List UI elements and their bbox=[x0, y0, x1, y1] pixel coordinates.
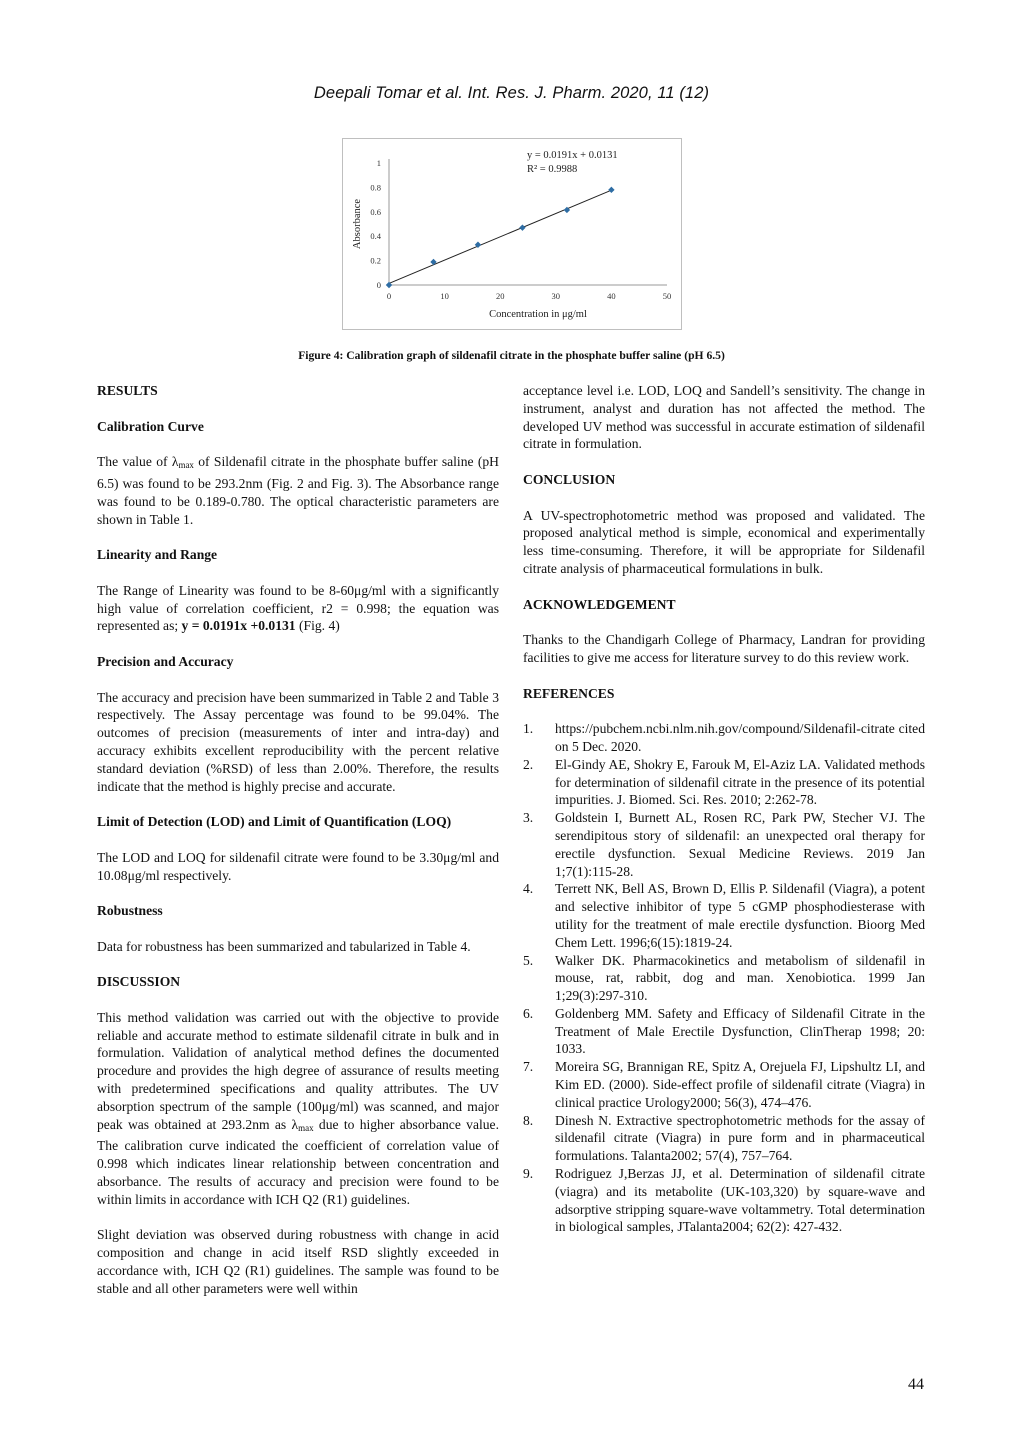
reference-item bbox=[523, 1058, 925, 1111]
chart-svg bbox=[343, 139, 681, 329]
figure-caption: Figure 4: Calibration graph of sildenafil citrate in the phosphate buffer saline (pH 6.5) bbox=[298, 349, 725, 362]
ref-text: El-Gindy AE, Shokry E, Farouk M, El-Aziz LA. Validated methods for determination of sildenafil citrate in the presence of its potential impurities. J. Biomed. Sci. Res. 2010; 2:262-78. bbox=[555, 756, 925, 808]
x-tick-label: 40 bbox=[607, 291, 616, 301]
ref-num: 7. bbox=[523, 1059, 534, 1075]
reference-list bbox=[523, 720, 925, 1236]
reference-item bbox=[523, 1165, 925, 1236]
discussion-text-b: due to higher absorbance value. The calibration curve indicated the coefficient of correlation value of 0.998 which indicates linear relationship between concentration and absorbance. The results of accuracy and precision were found to be within limits in accordance with ICH Q2 (R1) guidelines. bbox=[97, 1116, 499, 1207]
ref-num: 4. bbox=[523, 881, 534, 897]
continued-paragraph: acceptance level i.e. LOD, LOQ and Sandell’s sensitivity. The change in instrument, analyst and duration has not affected the method. The developed UV method was successful in accurate estimation of sildenafil citrate in formulation. bbox=[523, 383, 925, 452]
reference-item bbox=[523, 1005, 925, 1058]
trendline bbox=[389, 190, 611, 283]
equation-label: y = 0.0191x + 0.0131 bbox=[527, 150, 618, 161]
robustness-paragraph: Data for robustness has been summarized and tabularized in Table 4. bbox=[97, 938, 471, 954]
lod-heading: Limit of Detection (LOD) and Limit of Quantification (LOQ) bbox=[97, 814, 452, 830]
reference-item bbox=[523, 1112, 925, 1165]
calibration-heading: Calibration Curve bbox=[97, 418, 204, 434]
x-tick-label: 0 bbox=[386, 291, 392, 301]
calib-text-a: The value of λ bbox=[97, 454, 179, 470]
running-header: Deepali Tomar et al. Int. Res. J. Pharm. 2020, 11 (12) bbox=[313, 84, 710, 102]
calibration-chart bbox=[342, 138, 682, 330]
r2-label: R² = 0.9988 bbox=[527, 164, 578, 175]
x-tick-label: 10 bbox=[440, 291, 449, 301]
precision-paragraph: The accuracy and precision have been summarized in Table 2 and Table 3 respectively. The Assay percentage was found to be 99.04%. The outcomes of precision (measurements of inter and intra-day) and accuracy exhibits excellent reproducibility with the percent relative standard deviation (%RSD) of less than 2.00%. Therefore, the results indicate that the method is highly precise and accurate. bbox=[97, 689, 499, 794]
ref-text: Rodriguez J,Berzas JJ, et al. Determination of sildenafil citrate (viagra) and its metabolite (UK-103,320) by square-wave and adsorptive stripping square-wave voltammetry. Total determination in biological samples, JTalanta2004; 62(2): 427-432. bbox=[555, 1166, 925, 1235]
ref-num: 1. bbox=[523, 721, 534, 737]
conclusion-paragraph: A UV-spectrophotometric method was proposed and validated. The proposed analytical method is simple, economical and experimentally less time-consuming. Therefore, it will be appropriate for Sildenafil citrate analysis of pharmaceutical formulations in bulk. bbox=[523, 507, 925, 576]
left-column bbox=[97, 382, 499, 1315]
reference-item bbox=[523, 809, 925, 880]
y-tick-label: 0.2 bbox=[370, 255, 381, 266]
lod-paragraph: The LOD and LOQ for sildenafil citrate were found to be 3.30μg/ml and 10.08μg/ml respectively. bbox=[97, 849, 499, 883]
y-tick-label: 0.6 bbox=[370, 206, 381, 217]
linearity-heading: Linearity and Range bbox=[97, 547, 218, 563]
precision-heading: Precision and Accuracy bbox=[97, 653, 234, 669]
ref-text: Dinesh N. Extractive spectrophotometric methods for the assay of sildenafil citrate (Viagra) in pure form and in pharmaceutical formulations. Talanta2002; 57(4), 757–764. bbox=[555, 1112, 925, 1164]
reference-item bbox=[523, 720, 925, 756]
ref-text: Goldstein I, Burnett AL, Rosen RC, Park PW, Stecher VJ. The serendipitous story of sildenafil: an unexpected oral therapy for erectile dysfunction. Sexual Medicine Reviews. 2019 Jan 1;7(1):115-28. bbox=[555, 810, 925, 879]
ref-num: 5. bbox=[523, 952, 534, 968]
robustness-heading: Robustness bbox=[97, 903, 163, 919]
linearity-text-b: (Fig. 4) bbox=[295, 618, 340, 634]
reference-item bbox=[523, 756, 925, 809]
ref-text: https://pubchem.ncbi.nlm.nih.gov/compound/Sildenafil-citrate cited on 5 Dec. 2020. bbox=[555, 721, 925, 754]
ref-num: 2. bbox=[523, 756, 534, 772]
acknowledgement-heading: ACKNOWLEDGEMENT bbox=[523, 596, 676, 612]
ref-text: Walker DK. Pharmacokinetics and metabolism of sildenafil in mouse, rat, rabbit, dog and man. Xenobiotica. 1999 Jan 1;29(3):297-310. bbox=[555, 952, 925, 1004]
discussion-heading: DISCUSSION bbox=[97, 974, 181, 990]
ref-text: Terrett NK, Bell AS, Brown D, Ellis P. Sildenafil (Viagra), a potent and selective inhibitor of type 5 cGMP phosphodiesterase with utility for the treatment of male erectile dysfunction. Bioorg Med Chem Lett. 1996;6(15):1819-24. bbox=[555, 881, 925, 950]
linearity-text-a: The Range of Linearity was found to be 8-60μg/ml with a significantly high value of correlation coefficient, r2 = 0.998; the equation was represented as; bbox=[97, 582, 499, 634]
conclusion-heading: CONCLUSION bbox=[523, 471, 616, 487]
linearity-paragraph bbox=[97, 582, 499, 635]
ref-num: 8. bbox=[523, 1112, 534, 1128]
data-point bbox=[519, 224, 525, 230]
ref-num: 3. bbox=[523, 810, 534, 826]
ref-text: Goldenberg MM. Safety and Efficacy of Sildenafil Citrate in the Treatment of Male Erectile Dysfunction, ClinTherap 1998; 20: 1033. bbox=[555, 1005, 925, 1057]
x-axis-title: Concentration in μg/ml bbox=[489, 309, 587, 320]
reference-item bbox=[523, 952, 925, 1005]
discussion-paragraph-2: Slight deviation was observed during robustness with change in acid composition and change in acid itself RSD slightly exceeded in accordance with, ICH Q2 (R1) guidelines. The sample was found to be stable and all other parameters were well within bbox=[97, 1227, 499, 1296]
x-tick-label: 50 bbox=[662, 291, 672, 301]
calibration-paragraph bbox=[97, 453, 499, 528]
lambda-sub: max bbox=[178, 460, 194, 471]
results-heading: RESULTS bbox=[97, 383, 158, 398]
calib-text-b: of Sildenafil citrate in the phosphate buffer saline (pH 6.5) was found to be 293.2nm (Fig. 2 and Fig. 3). The Absorbance range was found to be 0.189-0.780. The optical characteristic parameters are shown in Table 1. bbox=[97, 454, 499, 527]
y-tick-label: 1 bbox=[376, 158, 381, 168]
acknowledgement-paragraph: Thanks to the Chandigarh College of Pharmacy, Landran for providing facilities to give me access for literature survey to do this review work. bbox=[523, 632, 925, 665]
discussion-paragraph bbox=[97, 1009, 499, 1209]
x-tick-label: 30 bbox=[551, 291, 561, 301]
lambda-sub-2: max bbox=[298, 1122, 314, 1133]
data-point bbox=[608, 187, 614, 193]
y-axis-title: Absorbance bbox=[352, 198, 363, 250]
page-number: 44 bbox=[908, 1376, 924, 1393]
y-tick-label: 0.4 bbox=[370, 231, 381, 242]
ref-text: Moreira SG, Brannigan RE, Spitz A, Orejuela FJ, Lipshultz LI, and Kim ED. (2000). Side-effect profile of sildenafil citrate (Viagra) in clinical practice Urology2000; 56(3), 474–476. bbox=[555, 1059, 925, 1110]
reference-item bbox=[523, 880, 925, 951]
discussion-text-a: This method validation was carried out with the objective to provide reliable and accurate method to estimate sildenafil citrate in bulk and in formulation. Validation of analytical method defines the documented procedure and provides the high degree of assurance of results meeting with predetermined specifications and quality attributes. The UV absorption spectrum of the sample (100μg/ml) was scanned, and major peak was obtained at 293.2nm as λ bbox=[97, 1009, 499, 1132]
right-column bbox=[523, 382, 925, 1236]
ref-num: 9. bbox=[523, 1166, 534, 1182]
x-tick-label: 20 bbox=[495, 291, 505, 301]
y-tick-label: 0 bbox=[376, 280, 381, 290]
linearity-equation: y = 0.0191x +0.0131 bbox=[181, 618, 296, 634]
ref-num: 6. bbox=[523, 1005, 534, 1021]
y-tick-label: 0.8 bbox=[370, 182, 381, 193]
references-heading: REFERENCES bbox=[523, 685, 615, 701]
